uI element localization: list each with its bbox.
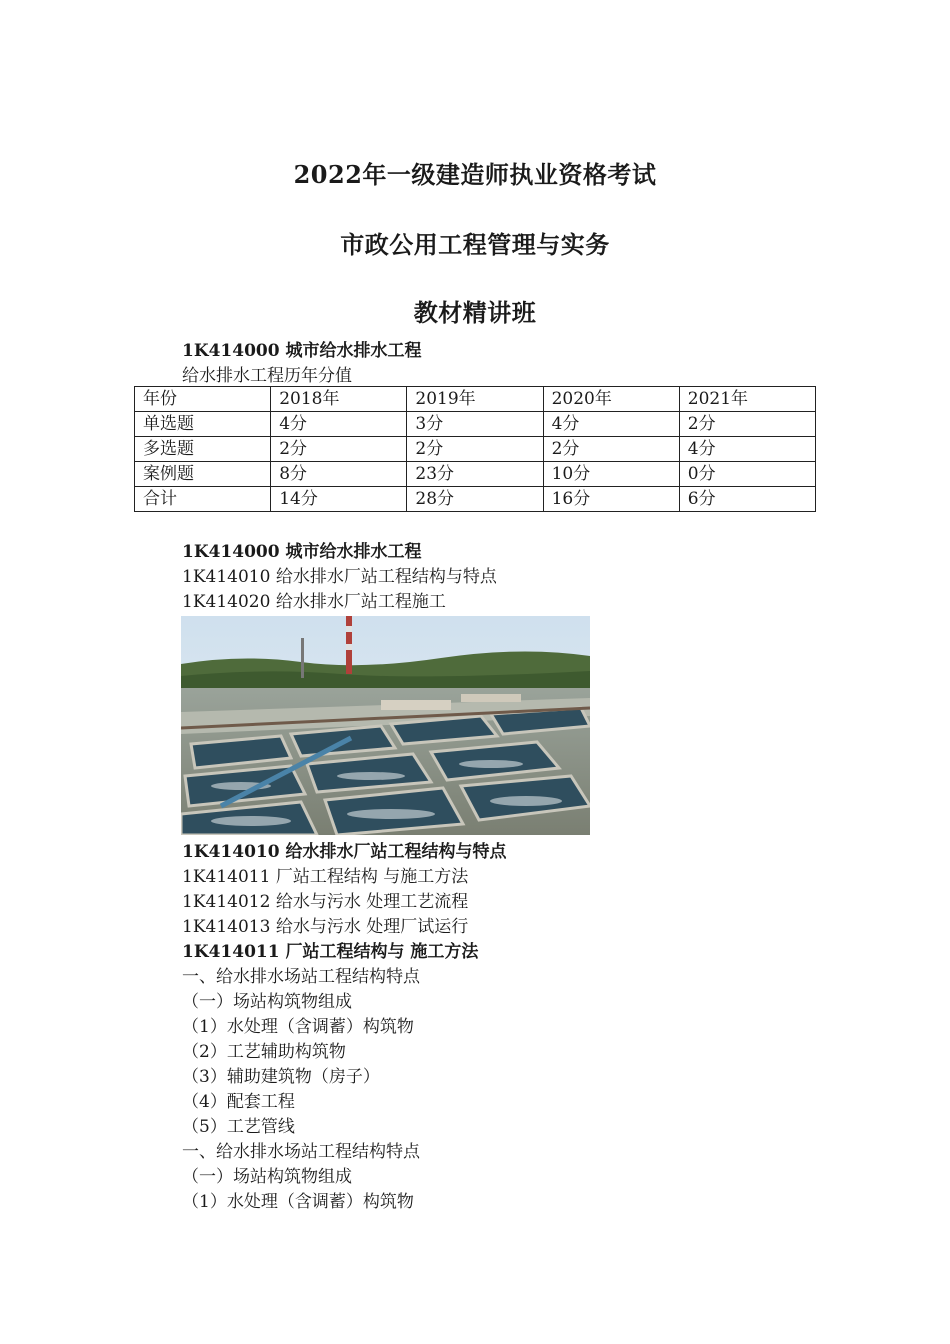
section-heading: 1K414000 城市给水排水工程 (182, 542, 422, 562)
table-cell: 2分 (407, 437, 543, 462)
table-cell: 8分 (271, 462, 407, 487)
table-cell: 4分 (271, 412, 407, 437)
outline-item: 1K414011 厂站工程结构 与施工方法 (182, 867, 469, 887)
body-line: （一）场站构筑物组成 (182, 992, 352, 1012)
table-header-cell: 2018年 (271, 387, 407, 412)
outline-item: 1K414010 给水排水厂站工程结构与特点 (182, 567, 497, 587)
table-row (135, 487, 816, 512)
section-heading: 1K414000 城市给水排水工程 (182, 341, 422, 361)
table-caption: 给水排水工程历年分值 (182, 366, 352, 386)
table-cell: 3分 (407, 412, 543, 437)
table-cell: 案例题 (135, 462, 271, 487)
body-line: （2）工艺辅助构筑物 (182, 1042, 346, 1062)
table-cell: 2分 (271, 437, 407, 462)
outline-item: 1K414020 给水排水厂站工程施工 (182, 592, 446, 612)
table-header-cell: 2019年 (407, 387, 543, 412)
score-table (134, 386, 816, 512)
table-cell: 2分 (679, 412, 815, 437)
table-header-cell: 2020年 (543, 387, 679, 412)
body-line: 一、给水排水场站工程结构特点 (182, 967, 420, 987)
table-header-row (135, 387, 816, 412)
section-heading: 1K414010 给水排水厂站工程结构与特点 (182, 842, 507, 862)
table-cell: 2分 (543, 437, 679, 462)
section-heading: 1K414011 厂站工程结构与 施工方法 (182, 942, 479, 962)
body-line: （5）工艺管线 (182, 1117, 295, 1137)
body-line: （一）场站构筑物组成 (182, 1167, 352, 1187)
body-line: （1）水处理（含调蓄）构筑物 (182, 1192, 414, 1212)
outline-item: 1K414012 给水与污水 处理工艺流程 (182, 892, 469, 912)
outline-item: 1K414013 给水与污水 处理厂试运行 (182, 917, 469, 937)
table-header-cell: 2021年 (679, 387, 815, 412)
table-cell: 多选题 (135, 437, 271, 462)
table-cell: 10分 (543, 462, 679, 487)
subject-title: 市政公用工程管理与实务 (340, 230, 610, 259)
table-cell: 0分 (679, 462, 815, 487)
table-row (135, 412, 816, 437)
table-row (135, 462, 816, 487)
table-cell: 合计 (135, 487, 271, 512)
table-cell: 6分 (679, 487, 815, 512)
course-title: 教材精讲班 (413, 298, 537, 327)
table-cell: 16分 (543, 487, 679, 512)
table-header-cell: 年份 (135, 387, 271, 412)
table-cell: 23分 (407, 462, 543, 487)
water-treatment-plant-photo (181, 616, 590, 835)
body-line: 一、给水排水场站工程结构特点 (182, 1142, 420, 1162)
table-cell: 14分 (271, 487, 407, 512)
table-cell: 28分 (407, 487, 543, 512)
table-cell: 4分 (543, 412, 679, 437)
table-cell: 4分 (679, 437, 815, 462)
document-title: 2022年一级建造师执业资格考试 (293, 160, 657, 189)
body-line: （3）辅助建筑物（房子） (182, 1067, 380, 1087)
table-cell: 单选题 (135, 412, 271, 437)
table-row (135, 437, 816, 462)
body-line: （1）水处理（含调蓄）构筑物 (182, 1017, 414, 1037)
body-line: （4）配套工程 (182, 1092, 295, 1112)
